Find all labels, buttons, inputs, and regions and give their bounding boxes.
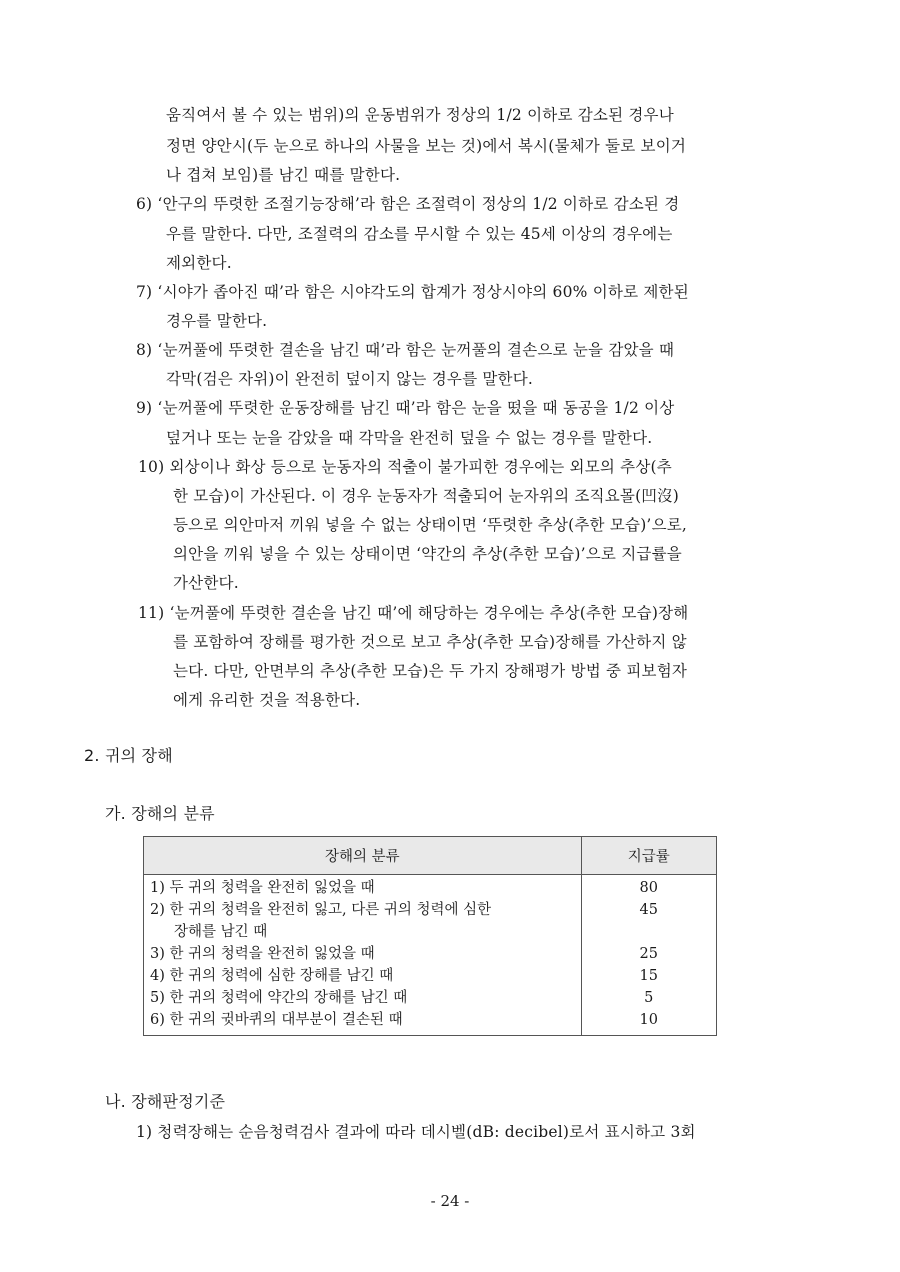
text-line: 제외한다. (166, 254, 232, 272)
text-line: 11) ‘눈꺼풀에 뚜렷한 결손을 남긴 때’에 해당하는 경우에는 추상(추한 모습)장해 (138, 604, 689, 622)
rate-cell (581, 875, 716, 1036)
text-line: 정면 양안시(두 눈으로 하나의 사물을 보는 것)에서 복시(물체가 둘로 보이거 (166, 137, 687, 155)
table-row-item: 6) 한 귀의 귓바퀴의 대부분이 결손된 때 (150, 1012, 403, 1028)
text-line: 에게 유리한 것을 적용한다. (173, 691, 361, 709)
table-row-item: 5) 한 귀의 청력에 약간의 장해를 남긴 때 (150, 990, 408, 1006)
text-line: 는다. 다만, 안면부의 추상(추한 모습)은 두 가지 장해평가 방법 중 피보험자 (173, 662, 688, 680)
text-line: 1) 청력장해는 순음청력검사 결과에 따라 데시벨(dB: decibel)로서 표시하고 3회 (136, 1123, 696, 1141)
classification-cell (144, 875, 582, 1036)
subsection-title: 나. 장해판정기준 (105, 1092, 226, 1111)
text-line: 9) ‘눈꺼풀에 뚜렷한 운동장해를 남긴 때’라 함은 눈을 떴을 때 동공을 1/2 이상 (136, 399, 675, 417)
table-row-item: 2) 한 귀의 청력을 완전히 잃고, 다른 귀의 청력에 심한 (150, 902, 492, 918)
page-number: - 24 - (430, 1192, 470, 1210)
text-line: 7) ‘시야가 좁아진 때’라 함은 시야각도의 합계가 정상시야의 60% 이하로 제한된 (136, 283, 689, 301)
table-row-item: 4) 한 귀의 청력에 심한 장해를 남긴 때 (150, 968, 394, 984)
text-line: 등으로 의안마저 끼워 넣을 수 없는 상태이면 ‘뚜렷한 추상(추한 모습)’으로, (173, 516, 688, 534)
rate-value: 5 (644, 990, 654, 1006)
text-line: 8) ‘눈꺼풀에 뚜렷한 결손을 남긴 때’라 함은 눈꺼풀의 결손으로 눈을 감았을 때 (136, 341, 675, 359)
subsection-title: 가. 장해의 분류 (105, 804, 215, 823)
text-line: 각막(검은 자위)이 완전히 덮이지 않는 경우를 말한다. (166, 370, 534, 388)
column-header-rate: 지급률 (581, 837, 716, 875)
disability-classification-table (143, 836, 717, 1036)
table-row-item: 3) 한 귀의 청력을 완전히 잃었을 때 (150, 946, 375, 962)
text-line: 나 겹쳐 보임)를 남긴 때를 말한다. (166, 166, 401, 184)
rate-spacer (582, 921, 716, 943)
text-line: 한 모습)이 가산된다. 이 경우 눈동자가 적출되어 눈자위의 조직요몰(凹沒) (173, 487, 679, 505)
text-line: 6) ‘안구의 뚜렷한 조절기능장해’라 함은 조절력이 정상의 1/2 이하로 감소된 경 (136, 195, 680, 213)
text-line: 덮거나 또는 눈을 감았을 때 각막을 완전히 덮을 수 없는 경우를 말한다. (166, 429, 653, 447)
rate-value: 15 (639, 968, 658, 984)
column-header-classification: 장해의 분류 (144, 837, 582, 875)
text-line: 경우를 말한다. (166, 312, 268, 330)
text-line: 가산한다. (173, 574, 239, 592)
rate-value: 25 (639, 946, 658, 962)
text-line: 10) 외상이나 화상 등으로 눈동자의 적출이 불가피한 경우에는 외모의 추상(추 (138, 458, 672, 476)
rate-value: 80 (639, 880, 658, 896)
table-body-row (144, 875, 717, 1036)
text-line: 움직여서 볼 수 있는 범위)의 운동범위가 정상의 1/2 이하로 감소된 경우나 (166, 106, 674, 124)
text-line: 의안을 끼워 넣을 수 있는 상태이면 ‘약간의 추상(추한 모습)’으로 지급률을 (173, 545, 682, 563)
text-line: 우를 말한다. 다만, 조절력의 감소를 무시할 수 있는 45세 이상의 경우에는 (166, 225, 673, 243)
table-header-row (144, 837, 717, 875)
table-row-item: 1) 두 귀의 청력을 완전히 잃었을 때 (150, 880, 375, 896)
text-line: 를 포함하여 장해를 평가한 것으로 보고 추상(추한 모습)장해를 가산하지 않 (173, 633, 687, 651)
rate-value: 45 (639, 902, 658, 918)
rate-value: 10 (639, 1012, 658, 1028)
section-title: 2. 귀의 장해 (84, 746, 173, 765)
table-row-item-continued: 장해를 남긴 때 (174, 924, 268, 940)
